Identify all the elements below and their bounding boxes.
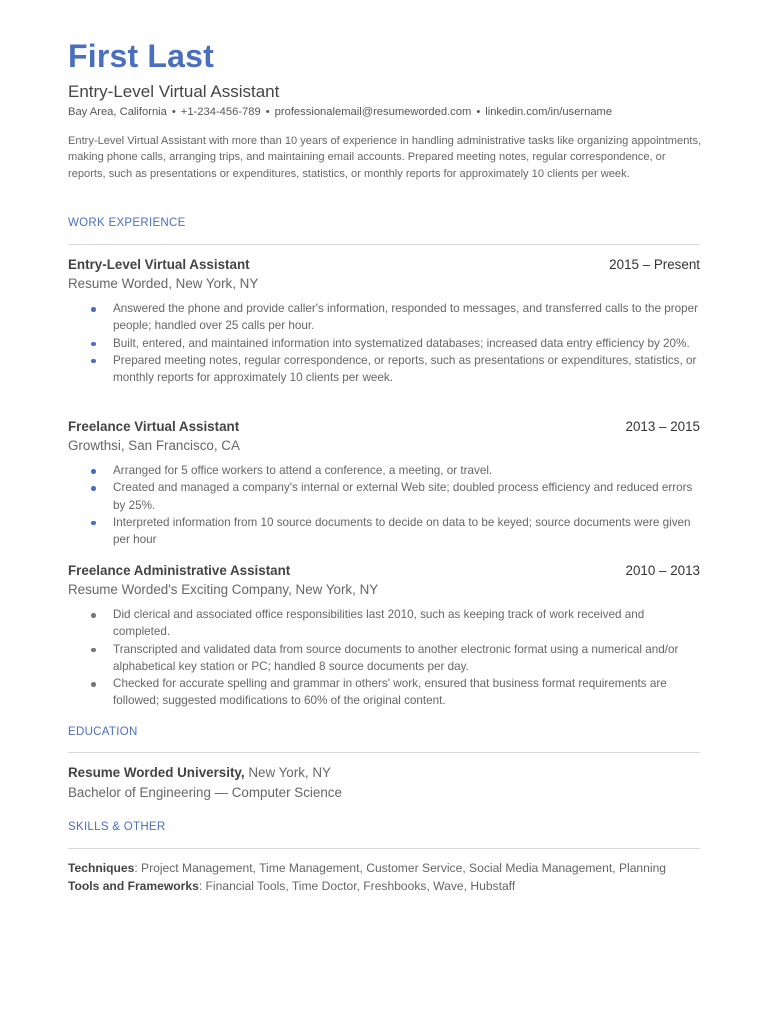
job-company: Resume Worded's Exciting Company, New York, NY bbox=[68, 582, 379, 597]
bullet-item: Arranged for 5 office workers to attend a conference, a meeting, or travel. bbox=[68, 462, 700, 479]
job-role: Freelance Virtual Assistant bbox=[68, 419, 240, 434]
job-dates: 2015 – Present bbox=[609, 257, 700, 272]
section-title-skills: SKILLS & OTHER bbox=[68, 821, 166, 833]
contact-separator: • bbox=[171, 106, 176, 118]
job-dates: 2010 – 2013 bbox=[625, 563, 700, 578]
education-location: New York, NY bbox=[248, 765, 331, 780]
section-divider bbox=[68, 848, 700, 849]
education-degree: Bachelor of Engineering — Computer Science bbox=[68, 785, 342, 800]
skill-line-techniques bbox=[68, 861, 666, 875]
section-title-education: EDUCATION bbox=[68, 726, 138, 738]
skill-label: Techniques bbox=[68, 861, 135, 875]
job-company: Resume Worded, New York, NY bbox=[68, 276, 259, 291]
bullet-item: Built, entered, and maintained information into systematized databases; increased data entry efficiency by 20%. bbox=[68, 335, 700, 352]
contact-email[interactable]: professionalemail@resumeworded.com bbox=[274, 106, 472, 118]
contact-linkedin[interactable]: linkedin.com/in/username bbox=[485, 106, 613, 118]
job-bullets bbox=[68, 606, 700, 710]
education-school: Resume Worded University, bbox=[68, 765, 245, 780]
contact-separator: • bbox=[476, 106, 481, 118]
job-header bbox=[68, 257, 700, 275]
bullet-item: Checked for accurate spelling and grammar in others' work, ensured that business format requirements are followed; suggested modifications to 60% of the original content. bbox=[68, 675, 700, 710]
bullet-item: Interpreted information from 10 source documents to decide on data to be keyed; source documents were given per hour bbox=[68, 514, 700, 549]
job-role: Freelance Administrative Assistant bbox=[68, 563, 291, 578]
job-bullets bbox=[68, 462, 700, 548]
job-header bbox=[68, 419, 700, 437]
section-title-work: WORK EXPERIENCE bbox=[68, 217, 186, 229]
education-school-line bbox=[68, 765, 331, 780]
job-company: Growthsi, San Francisco, CA bbox=[68, 438, 240, 453]
candidate-name: First Last bbox=[68, 38, 215, 74]
section-divider bbox=[68, 244, 700, 245]
job-bullets bbox=[68, 300, 700, 386]
job-dates: 2013 – 2015 bbox=[625, 419, 700, 434]
job-header bbox=[68, 563, 700, 581]
contact-location: Bay Area, California bbox=[68, 106, 167, 118]
bullet-item: Transcripted and validated data from source documents to another electronic format using a numerical and/or alphabetical key station or PC; handled 8 source documents per day. bbox=[68, 641, 700, 676]
skill-value: : Financial Tools, Time Doctor, Freshbooks, Wave, Hubstaff bbox=[198, 879, 516, 893]
summary-paragraph: Entry-Level Virtual Assistant with more than 10 years of experience in handling administrative tasks like organizing appointments, making phone calls, arranging trips, and maintaining email accounts. Prepared meeting notes, regular correspondence, or reports, such as presentations or expenditures, statistics, or monthly reports for approximately 10 clients per week. bbox=[68, 135, 702, 180]
skill-label: Tools and Frameworks bbox=[68, 879, 199, 893]
contact-separator: • bbox=[265, 106, 270, 118]
skill-line-tools bbox=[68, 879, 515, 893]
skill-value: : Project Management, Time Management, Customer Service, Social Media Management, Planning bbox=[134, 861, 667, 875]
contact-phone: +1-234-456-789 bbox=[180, 106, 261, 118]
bullet-item: Prepared meeting notes, regular correspondence, or reports, such as presentations or expenditures, statistics, or monthly reports for approximately 10 clients per week. bbox=[68, 352, 700, 387]
job-role: Entry-Level Virtual Assistant bbox=[68, 257, 250, 272]
bullet-item: Created and managed a company's internal or external Web site; doubled process efficiency and reduced errors by 25%. bbox=[68, 479, 700, 514]
section-divider bbox=[68, 752, 700, 753]
contact-line bbox=[68, 106, 612, 118]
candidate-title: Entry-Level Virtual Assistant bbox=[68, 82, 280, 101]
bullet-item: Answered the phone and provide caller's information, responded to messages, and transferred calls to the proper people; handled over 25 calls per hour. bbox=[68, 300, 700, 335]
bullet-item: Did clerical and associated office responsibilities last 2010, such as keeping track of work received and completed. bbox=[68, 606, 700, 641]
